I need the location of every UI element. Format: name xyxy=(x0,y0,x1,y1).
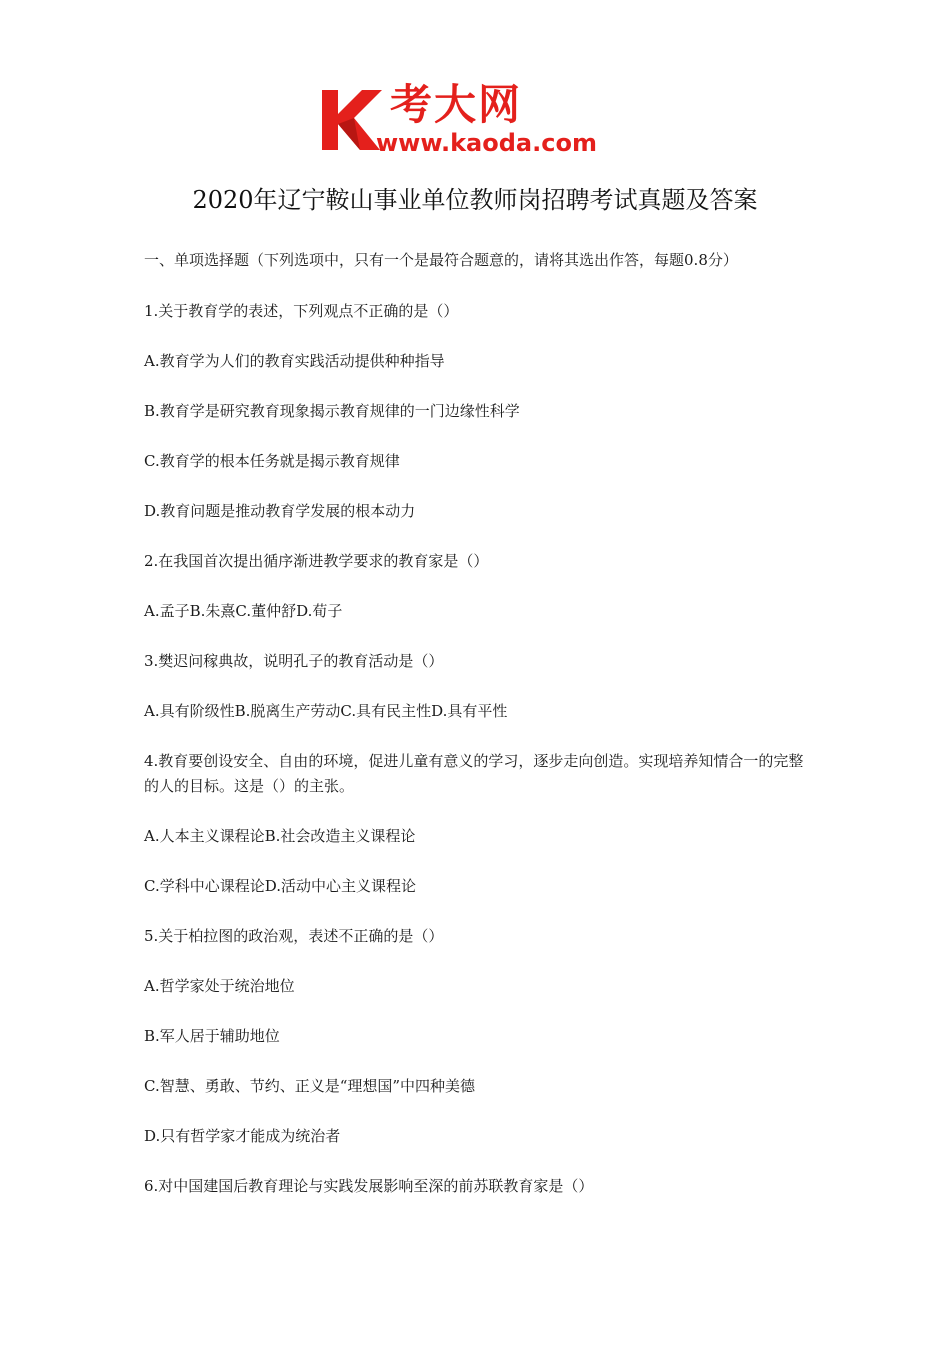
question-1-option-d: D.教育问题是推动教育学发展的根本动力 xyxy=(144,502,416,520)
question-1-option-b: B.教育学是研究教育现象揭示教育规律的一门边缘性科学 xyxy=(144,402,520,420)
question-5-option-a: A.哲学家处于统治地位 xyxy=(144,977,295,995)
logo-url: www.kaoda.com xyxy=(376,129,597,157)
question-2: 2.在我国首次提出循序渐进教学要求的教育家是（） xyxy=(144,552,489,570)
question-3-options: A.具有阶级性B.脱离生产劳动C.具有民主性D.具有平性 xyxy=(144,702,508,720)
question-1-option-c: C.教育学的根本任务就是揭示教育规律 xyxy=(144,452,400,470)
question-2-options: A.孟子B.朱熹C.董仲舒D.荀子 xyxy=(144,602,343,620)
question-6: 6.对中国建国后教育理论与实践发展影响至深的前苏联教育家是（） xyxy=(144,1177,594,1195)
question-3: 3.樊迟问稼典故，说明孔子的教育活动是（） xyxy=(144,652,444,670)
logo-chinese-name: 考大网 xyxy=(390,80,523,129)
question-1-option-a: A.教育学为人们的教育实践活动提供种种指导 xyxy=(144,352,445,370)
question-5-option-d: D.只有哲学家才能成为统治者 xyxy=(144,1127,341,1145)
kaoda-logo xyxy=(318,80,638,160)
section-heading: 一、单项选择题（下列选项中，只有一个是最符合题意的，请将其选出作答，每题0.8分） xyxy=(144,251,738,269)
question-5-option-b: B.军人居于辅助地位 xyxy=(144,1027,280,1045)
question-4-options-ab: A.人本主义课程论B.社会改造主义课程论 xyxy=(144,827,416,845)
question-1: 1.关于教育学的表述，下列观点不正确的是（） xyxy=(144,302,459,320)
question-4-options-cd: C.学科中心课程论D.活动中心主义课程论 xyxy=(144,877,416,895)
question-5: 5.关于柏拉图的政治观，表述不正确的是（） xyxy=(144,927,444,945)
question-4: 4.教育要创设安全、自由的环境，促进儿童有意义的学习，逐步走向创造。实现培养知情合一的完整的人的目标。这是（）的主张。 xyxy=(144,752,804,795)
question-5-option-c: C.智慧、勇敢、节约、正义是“理想国”中四种美德 xyxy=(144,1077,476,1095)
document-title: 2020年辽宁鞍山事业单位教师岗招聘考试真题及答案 xyxy=(192,186,758,214)
